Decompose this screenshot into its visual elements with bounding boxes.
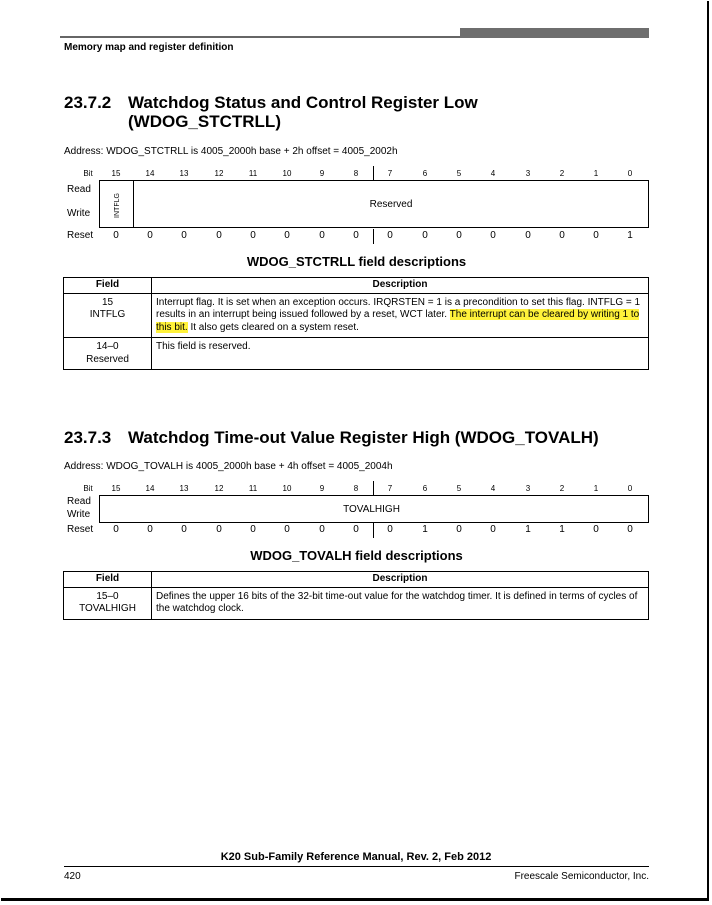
reset-value: 0: [250, 230, 256, 241]
reset-value: 0: [319, 230, 325, 241]
section-title-stctrll: [64, 93, 478, 131]
field-cell: [64, 587, 152, 619]
reset-value: 0: [387, 230, 393, 241]
bit-number: 6: [422, 484, 428, 493]
intflg-label: INTFLG: [113, 192, 121, 218]
bit-number: 13: [179, 484, 189, 493]
field-name: TOVALHIGH: [79, 603, 136, 614]
column-header: Field: [64, 278, 152, 294]
reset-value: 0: [319, 524, 325, 535]
description-text: This field is reserved.: [156, 341, 251, 352]
row-label-reset: Reset: [67, 230, 94, 241]
reset-value: 0: [147, 230, 153, 241]
header-bar-shade: [460, 28, 649, 38]
page-border: [1, 1, 709, 901]
description-text: It also gets cleared on a system reset.: [187, 321, 359, 333]
row-label-write: Write: [67, 208, 91, 219]
bit-number: 2: [559, 169, 565, 178]
footer-rule: [64, 866, 649, 867]
bit-number: 7: [387, 484, 393, 493]
table-row: [64, 587, 649, 619]
table-header-row: [64, 278, 649, 294]
reset-value: 0: [181, 524, 187, 535]
section-number: 23.7.2: [64, 93, 112, 112]
description-cell: [152, 293, 649, 338]
column-header: Description: [152, 572, 649, 588]
reset-value: 0: [593, 524, 599, 535]
description-text: Defines the upper 16 bits of the 32-bit time-out value for the watchdog timer. It is defined in terms of cycles of the watchdog clock.: [156, 590, 638, 614]
bit-number: 10: [282, 169, 292, 178]
section-title-tovalh: [64, 428, 599, 447]
register-address: Address: WDOG_STCTRLL is 4005_2000h base + 2h offset = 4005_2002h: [64, 146, 398, 157]
reset-value: 0: [216, 230, 222, 241]
reset-value: 0: [181, 230, 187, 241]
reset-value: 0: [216, 524, 222, 535]
bit-number: 0: [627, 169, 633, 178]
row-label-reset: Reset: [67, 524, 94, 535]
row-label-write: Write: [67, 509, 91, 520]
bit-number: 3: [525, 169, 531, 178]
reset-value: 0: [353, 230, 359, 241]
byte-divider: [373, 166, 374, 180]
table-row: [64, 293, 649, 338]
section-number: 23.7.3: [64, 428, 112, 447]
field-cell: [64, 293, 152, 338]
reserved-label: Reserved: [369, 198, 413, 210]
register-diagram: [99, 495, 649, 523]
reset-value: 0: [490, 230, 496, 241]
table-title: WDOG_TOVALH field descriptions: [250, 548, 463, 563]
bit-number: 3: [525, 484, 531, 493]
bit-number: 11: [248, 484, 258, 493]
byte-divider: [373, 229, 374, 244]
reset-value: 0: [284, 230, 290, 241]
reset-value: 0: [387, 524, 393, 535]
bit-number: 8: [353, 169, 359, 178]
intflg-cell: [102, 185, 132, 225]
bit-number: 4: [490, 484, 496, 493]
reset-value: 0: [525, 230, 531, 241]
bit-number: 2: [559, 484, 565, 493]
table-row: [64, 338, 649, 370]
register-diagram: [99, 180, 649, 228]
description-cell: [152, 338, 649, 370]
reset-value: 0: [593, 230, 599, 241]
bit-number: 5: [456, 484, 462, 493]
bit-number: 9: [319, 484, 325, 493]
field-name: Reserved: [86, 353, 129, 365]
bit-number: 7: [387, 169, 393, 178]
reset-value: 0: [422, 230, 428, 241]
table-header-row: [64, 572, 649, 588]
bit-number: 15: [111, 484, 121, 493]
page-number: 420: [64, 871, 81, 882]
reset-value: 0: [456, 230, 462, 241]
byte-divider: [373, 481, 374, 495]
field-cell: [64, 338, 152, 370]
row-label-read: Read: [67, 184, 91, 195]
bit-number: 14: [145, 484, 155, 493]
bit-number: 13: [179, 169, 189, 178]
section-title-line1: Watchdog Time-out Value Register High (WDOG_TOVALH): [128, 428, 599, 447]
reset-value: 0: [113, 230, 119, 241]
reset-value: 0: [559, 230, 565, 241]
bit-number: 11: [248, 169, 258, 178]
field-description-table: [63, 277, 649, 370]
column-header: Description: [152, 278, 649, 294]
bit-number: 12: [214, 169, 224, 178]
bit-number: 4: [490, 169, 496, 178]
tovalhigh-label: TOVALHIGH: [343, 503, 400, 515]
running-head: Memory map and register definition: [64, 42, 234, 53]
field-bits: 15–0: [96, 590, 119, 602]
bit-number: 15: [111, 169, 121, 178]
company-name: Freescale Semiconductor, Inc.: [514, 871, 649, 882]
highlighted-text: The interrupt can be cleared by writing 1 to this bit.: [156, 309, 640, 333]
bit-number: 0: [627, 484, 633, 493]
bit-number: 8: [353, 484, 359, 493]
field-bits: 14–0: [96, 341, 119, 352]
description-text: Interrupt flag. It is set when an exception occurs. IRQRSTEN = 1 is a precondition to set this flag. INTFLG = 1 results in an interrupt being issued followed by a reset, WCT later.: [156, 296, 641, 320]
reset-value: 0: [353, 524, 359, 535]
bit-number: 10: [282, 484, 292, 493]
section-title-line2: (WDOG_STCTRLL): [128, 112, 281, 131]
reset-value: 0: [113, 524, 119, 535]
reset-value: 1: [559, 524, 565, 535]
reserved-cell: [134, 181, 648, 227]
reset-value: 0: [490, 524, 496, 535]
reset-value: 1: [525, 524, 531, 535]
column-header: Field: [64, 572, 152, 588]
description-cell: [152, 587, 649, 619]
reset-value: 0: [627, 524, 633, 535]
field-name: INTFLG: [89, 309, 126, 320]
bit-header: Bit: [83, 169, 93, 178]
byte-divider: [373, 523, 374, 538]
reset-value: 0: [456, 524, 462, 535]
bit-number: 6: [422, 169, 428, 178]
field-bits: 15: [101, 296, 114, 308]
section-title-line1: Watchdog Status and Control Register Low: [128, 93, 478, 112]
bit-number: 14: [145, 169, 155, 178]
footer-title: K20 Sub-Family Reference Manual, Rev. 2, Feb 2012: [220, 851, 492, 863]
table-title: WDOG_STCTRLL field descriptions: [246, 254, 467, 269]
field-description-table: [63, 571, 649, 620]
reset-value: 0: [147, 524, 153, 535]
reset-value: 0: [250, 524, 256, 535]
row-label-read: Read: [67, 496, 91, 507]
bit-number: 1: [593, 484, 599, 493]
reset-value: 1: [627, 230, 633, 241]
register-address: Address: WDOG_TOVALH is 4005_2000h base + 4h offset = 4005_2004h: [64, 461, 393, 472]
bit-number: 1: [593, 169, 599, 178]
bit-number: 12: [214, 484, 224, 493]
reset-value: 0: [284, 524, 290, 535]
bit-header: Bit: [83, 484, 93, 493]
reset-value: 1: [422, 524, 428, 535]
header-bar: [60, 28, 649, 38]
bit-number: 5: [456, 169, 462, 178]
bit-number: 9: [319, 169, 325, 178]
